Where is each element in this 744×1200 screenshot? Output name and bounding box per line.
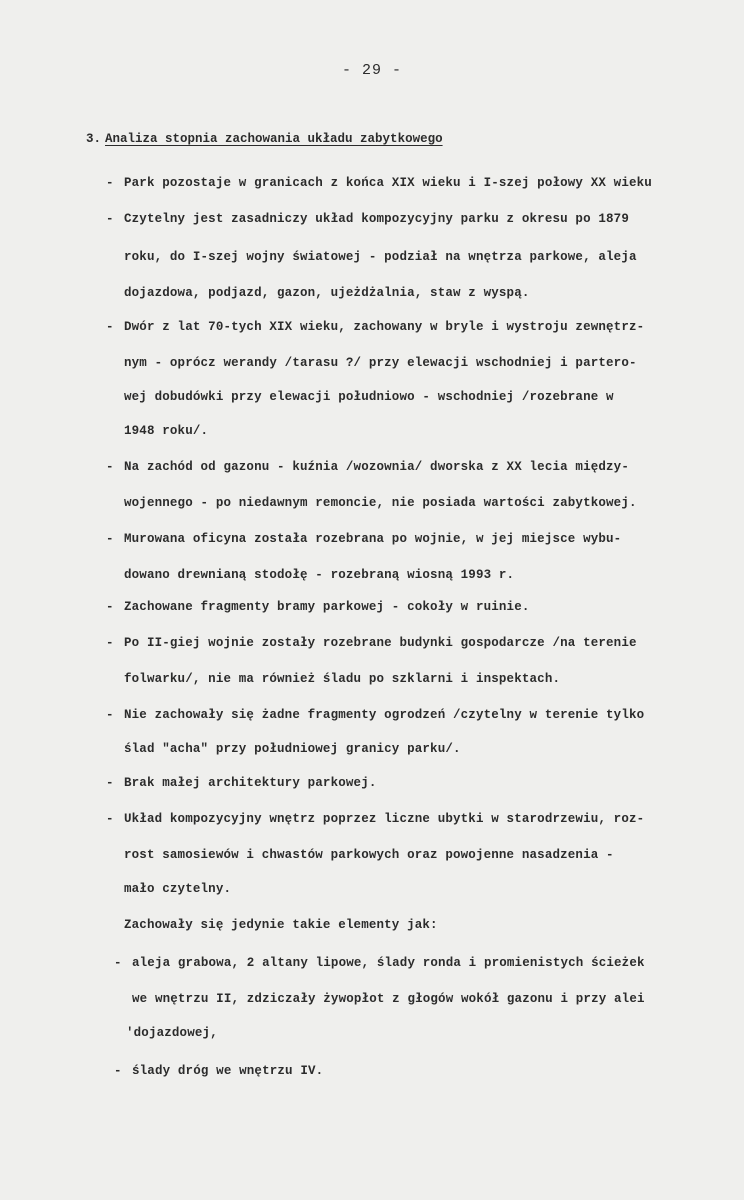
text-line: Park pozostaje w granicach z końca XIX wieku i I-szej połowy XX wieku	[124, 176, 652, 190]
bullet-dash: -	[114, 956, 122, 970]
bullet-dash: -	[106, 212, 114, 226]
bullet-dash: -	[106, 600, 114, 614]
text-line: wojennego - po niedawnym remoncie, nie posiada wartości zabytkowej.	[124, 496, 637, 510]
text-line: wej dobudówki przy elewacji południowo - wschodniej /rozebrane w	[124, 390, 614, 404]
text-line: ślady dróg we wnętrzu IV.	[132, 1064, 324, 1078]
text-line: Zachowały się jedynie takie elementy jak:	[124, 918, 438, 932]
section-heading	[86, 132, 443, 146]
bullet-dash: -	[106, 532, 114, 546]
text-line: Brak małej architektury parkowej.	[124, 776, 377, 790]
text-line: Dwór z lat 70-tych XIX wieku, zachowany w bryle i wystroju zewnętrz-	[124, 320, 645, 334]
text-line: ślad "acha" przy południowej granicy parku/.	[124, 742, 461, 756]
text-line: Zachowane fragmenty bramy parkowej - cokoły w ruinie.	[124, 600, 530, 614]
bullet-dash: -	[106, 460, 114, 474]
text-line: Na zachód od gazonu - kuźnia /wozownia/ dworska z XX lecia między-	[124, 460, 629, 474]
text-line: mało czytelny.	[124, 882, 232, 896]
text-line: rost samosiewów i chwastów parkowych oraz powojenne nasadzenia -	[124, 848, 614, 862]
page-number: - 29 -	[341, 62, 402, 79]
bullet-dash: -	[106, 320, 114, 334]
bullet-dash: -	[106, 812, 114, 826]
text-line: roku, do I-szej wojny światowej - podział na wnętrza parkowe, aleja	[124, 250, 637, 264]
text-line: Układ kompozycyjny wnętrz poprzez liczne ubytki w starodrzewiu, roz-	[124, 812, 645, 826]
bullet-dash: -	[106, 636, 114, 650]
text-line: aleja grabowa, 2 altany lipowe, ślady ronda i promienistych ścieżek	[132, 956, 645, 970]
text-line: Nie zachowały się żadne fragmenty ogrodzeń /czytelny w terenie tylko	[124, 708, 645, 722]
text-line: Murowana oficyna została rozebrana po wojnie, w jej miejsce wybu-	[124, 532, 622, 546]
text-line: we wnętrzu II, zdziczały żywopłot z głogów wokół gazonu i przy alei	[132, 992, 645, 1006]
bullet-dash: -	[106, 176, 114, 190]
section-title: Analiza stopnia zachowania układu zabytkowego	[105, 132, 443, 146]
text-line: nym - oprócz werandy /tarasu ?/ przy elewacji wschodniej i partero-	[124, 356, 637, 370]
bullet-dash: -	[106, 708, 114, 722]
bullet-dash: -	[106, 776, 114, 790]
text-line: dojazdowa, podjazd, gazon, ujeżdżalnia, staw z wyspą.	[124, 286, 530, 300]
text-line: 1948 roku/.	[124, 424, 209, 438]
text-line: folwarku/, nie ma również śladu po szklarni i inspektach.	[124, 672, 561, 686]
text-line: dowano drewnianą stodołę - rozebraną wiosną 1993 r.	[124, 568, 515, 582]
section-number: 3.	[86, 132, 102, 146]
text-line: 'dojazdowej,	[126, 1026, 218, 1040]
text-line: Czytelny jest zasadniczy układ kompozycyjny parku z okresu po 1879	[124, 212, 629, 226]
text-line: Po II-giej wojnie zostały rozebrane budynki gospodarcze /na terenie	[124, 636, 637, 650]
bullet-dash: -	[114, 1064, 122, 1078]
